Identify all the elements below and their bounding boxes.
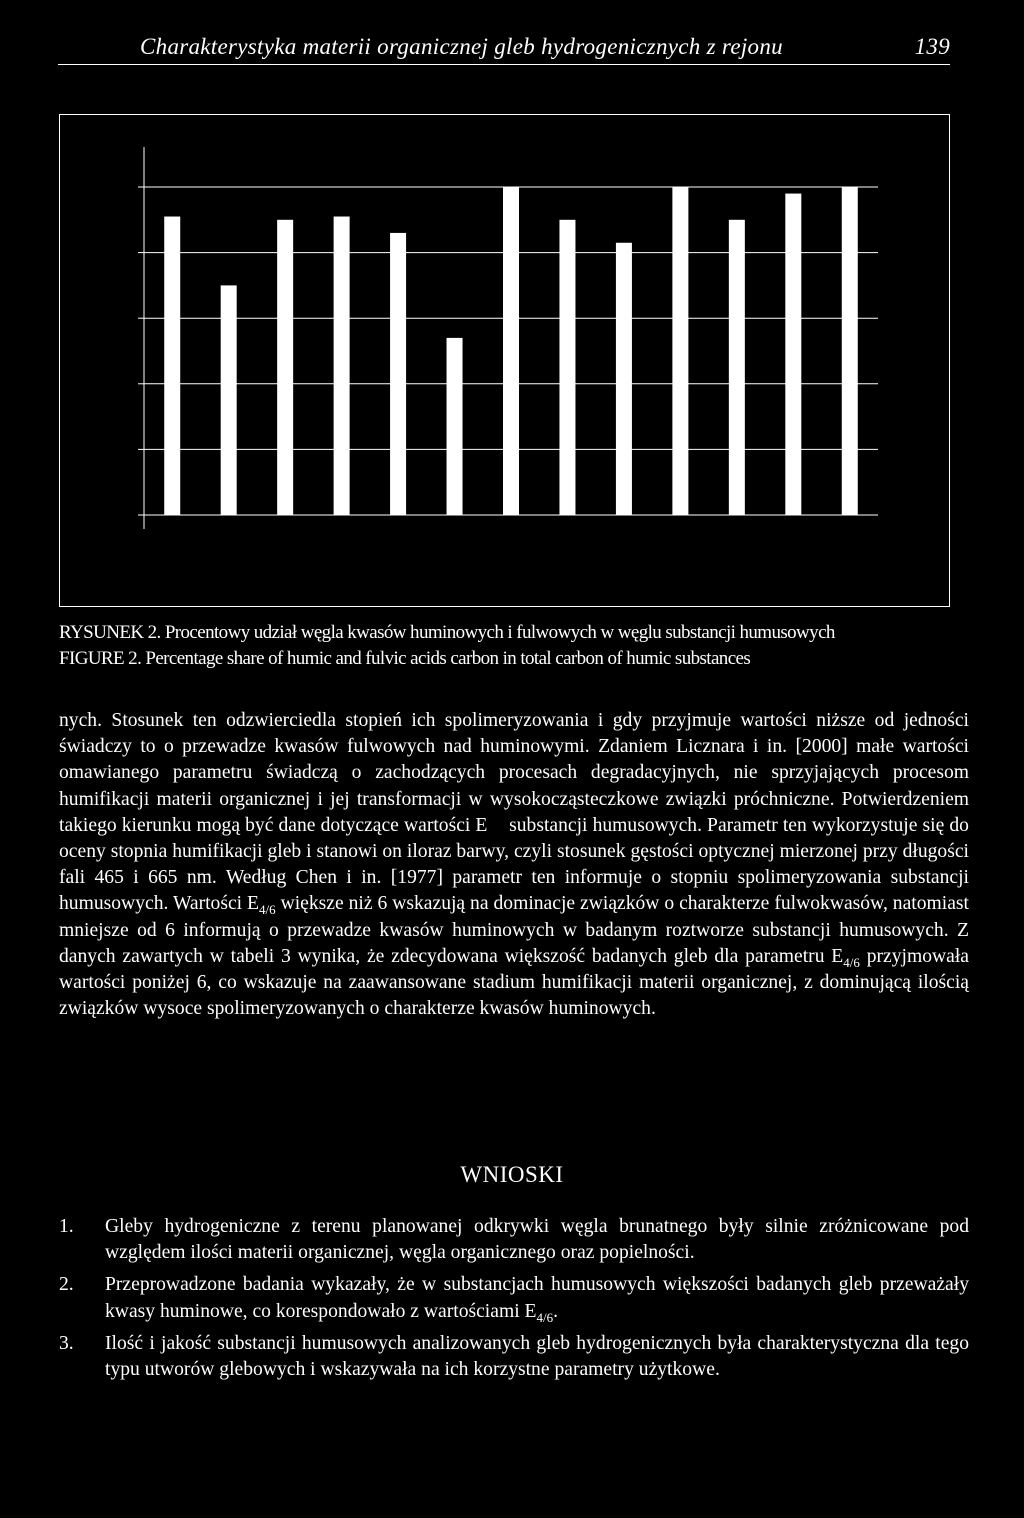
bar — [672, 187, 688, 515]
list-item — [59, 1331, 969, 1383]
figure-caption-en: FIGURE 2. Percentage share of humic and fulvic acids carbon in total carbon of humic substances — [59, 648, 751, 669]
bar — [447, 338, 463, 515]
bar — [616, 243, 632, 515]
text-run: przyjmowała wartości poniżej 6, co wskazuje na zaawansowane stadium humifikacji materii organicznej, z dominującą ilością związków wysoce spolimeryzowanych o charakterze kwasów huminowych. — [59, 945, 969, 1020]
figure-caption-pl: RYSUNEK 2. Procentowy udział węgla kwasów huminowych i fulwowych w węglu substancji humusowych — [59, 622, 835, 643]
bar — [221, 285, 237, 515]
body-paragraph — [59, 708, 969, 1022]
text-run: substancji humusowych. Parametr ten wykorzystuje się do oceny stopnia humifikacji gleb i stanowi on iloraz barwy, czyli stosunek gęstości optycznej mierzonej przy długości fali 465 i 665 nm. Według Chen i in. [1977] parametr ten informuje o stopniu spolimeryzowania substancji humusowych. Wartości E — [59, 814, 969, 915]
bar — [503, 187, 519, 515]
list-item — [59, 1214, 969, 1266]
bar-chart — [60, 115, 949, 606]
item-number: 1. — [59, 1216, 74, 1237]
chart-bars — [164, 187, 858, 515]
list-item — [59, 1272, 969, 1324]
running-title: Charakterystyka materii organicznej gleb hydrogenicznych z rejonu — [140, 34, 783, 59]
text-run: nych. Stosunek ten odzwierciedla stopień ich spolimeryzowania i gdy przyjmuje wartości niższe od jedności świadczy to o przewadze kwasów fulwowych nad huminowymi. Zdaniem Licznara i in. [2000] małe wartości omawianego parametru świadczą o zachodzących procesach degradacyjnych, nie sprzyjających procesom humifikacji materii organicznej i jej transformacji w wysokocząsteczkowe związki próchniczne. Potwierdzeniem takiego kierunku mogą być dane dotyczące wartości E — [59, 710, 969, 836]
bar — [559, 220, 575, 515]
item-number: 2. — [59, 1274, 74, 1296]
text-run: większe niż 6 wskazują na dominacje związków o charakterze fulwokwasów, natomiast mniejsze od 6 informują o przewadze kwasów huminowych w badanym roztworze substancji humusowych. Z danych zawartych w tabeli 3 wynika, że zdecydowana większość badanych gleb dla parametru E — [59, 893, 969, 967]
conclusions-list — [59, 1214, 969, 1389]
page-number: 139 — [914, 34, 950, 59]
item-text: Ilość i jakość substancji humusowych analizowanych gleb hydrogenicznych była charakterystyczna dla tego typu utworów glebowych i wskazywała na ich korzystne parametry użytkowe. — [105, 1332, 969, 1381]
bar — [729, 220, 745, 515]
bar — [334, 217, 350, 515]
subscript: 4/6 — [843, 954, 860, 970]
bar — [277, 220, 293, 515]
running-head — [58, 30, 950, 65]
bar — [390, 233, 406, 515]
bar — [842, 187, 858, 515]
paragraph-text — [59, 708, 969, 1022]
figure-frame — [59, 114, 950, 607]
item-text: Gleby hydrogeniczne z terenu planowanej odkrywki węgla brunatnego były silnie zróżnicowane pod względem ilości materii organicznej, węgla organicznego oraz popielności. — [105, 1216, 969, 1264]
subscript: 4/6 — [259, 902, 276, 918]
bar — [785, 194, 801, 515]
item-number: 3. — [59, 1332, 74, 1354]
subscript: 4/6 — [536, 1309, 554, 1325]
item-tail: . — [553, 1300, 559, 1322]
section-heading: WNIOSKI — [460, 1162, 564, 1187]
bar — [164, 217, 180, 515]
item-text: Przeprowadzone badania wykazały, że w substancjach humusowych większości badanych gleb przeważały kwasy huminowe, co korespondowało z wartościami E — [105, 1274, 969, 1322]
